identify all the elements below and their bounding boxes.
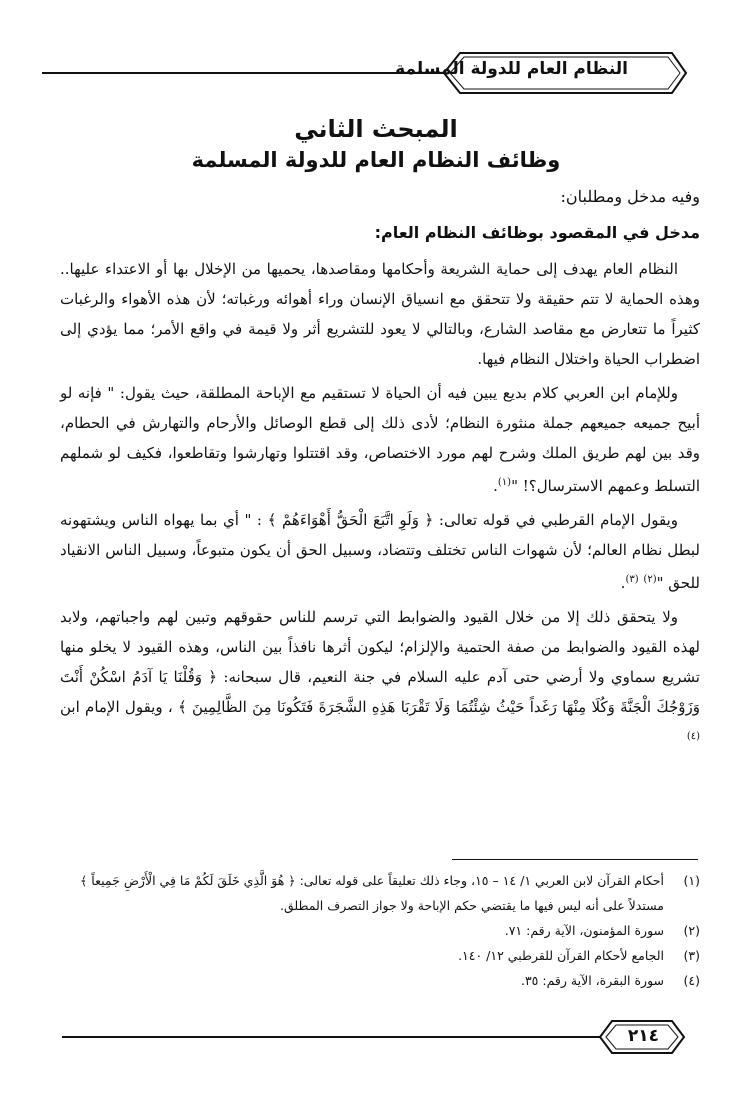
footnote-mark: (١) — [497, 477, 512, 488]
footnote-mark: (٤) — [686, 731, 700, 742]
footnote-number: (٣) — [683, 948, 700, 963]
section-heading: المبحث الثاني — [294, 115, 458, 143]
running-title: النظام العام للدولة المسلمة — [395, 59, 628, 79]
footnote-text: سورة المؤمنون، الآية رقم: ٧١. — [504, 923, 664, 938]
footnote-mark: (٣) — [625, 574, 639, 585]
page-number: ٢١٤ — [627, 1026, 660, 1046]
running-header — [40, 45, 690, 100]
footnote — [45, 943, 700, 968]
footnote-text: أحكام القرآن لابن العربي ١/ ١٤ – ١٥، وجاء ذلك تعليقاً على قوله تعالى: ﴿ هُوَ الَّذِي خَلَقَ لَكُمْ مَا فِي الْأَرْضِ جَمِيعاً ﴾ مستدلاً على أنه ليس فيها ما يقتضي حكم الإباحة ولا جواز التصرف المطلق. — [79, 873, 664, 913]
footnote-mark: (٢) — [643, 574, 657, 585]
paragraph: النظام العام يهدف إلى حماية الشريعة وأحكامها ومقاصدها، يحميها من الإخلال بها أو الاعتداء عليها.. وهذه الحماية لا تتم حقيقة ولا تتحقق مع انسياق الإنسان وراء أهوائه ورغباته؛ لأن هذه الأهواء والرغبات كثيراً ما تتعارض مع مقاصد الشارع، وبالتالي لا يعود للتشريع أثر ولا قيمة في واقع الأمر؛ مما يؤدي إلى اضطراب الحياة واختلال النظام فيها. — [60, 260, 700, 368]
paragraph: وللإمام ابن العربي كلام بديع يبين فيه أن الحياة لا تستقيم مع الإباحة المطلقة، حيث يقول: " فإنه لو أبيح جميعه جميعهم جملة منثورة النظام؛ لأدى ذلك إلى قطع الوصائل والأرحام والتهارش في الحطام، وقد بين لهم طريق الملك وشرح لهم مورد الاختصاص، وقد اقتتلوا وتهارشوا وتقاطعوا، فكيف لو شملهم التسلط وعمهم الاسترسال؟! "$^{(١)}$. — [60, 384, 700, 495]
intro-line: وفيه مدخل ومطلبان: — [560, 187, 700, 206]
paragraph: ويقول الإمام القرطبي في قوله تعالى: ﴿ وَلَوِ اتَّبَعَ الْحَقُّ أَهْوَاءَهُمْ ﴾ : " أي بما يهواه الناس ويشتهونه لبطل نظام العالم؛ لأن شهوات الناس تختلف وتتضاد، وسبيل الحق أن يكون متبوعاً، وسبيل الناس الانقياد للحق "$^{(٢)}$ $^{(٣)}$. — [60, 511, 700, 592]
footnote-text: سورة البقرة، الآية رقم: ٣٥. — [520, 973, 664, 988]
footnotes — [45, 868, 700, 993]
footnote-number: (١) — [683, 873, 700, 888]
footnote-divider — [452, 859, 698, 860]
chapter-title: وظائف النظام العام للدولة المسلمة — [191, 148, 561, 172]
footnote — [45, 968, 700, 993]
paragraph: ولا يتحقق ذلك إلا من خلال القيود والضوابط التي ترسم للناس حقوقهم وتبين لهم واجباتهم، ولابد لهذه القيود والضوابط من صفة الحتمية والإلزام؛ ليكون أثرها نافذاً بين الناس، وهذه القيود لا يخلو منها تشريع سماوي ولا أرضي حتى آدم عليه السلام في جنة النعيم، قال سبحانه: ﴿ وَقُلْنَا يَا آدَمُ اسْكُنْ أَنْتَ وَزَوْجُكَ الْجَنَّةَ وَكُلَا مِنْهَا رَغَداً حَيْثُ شِئْتُمَا وَلَا تَقْرَبَا هَذِهِ الشَّجَرَةَ فَتَكُونَا مِنَ الظَّالِمِينَ ﴾ ، ويقول الإمام ابن $^{(٤)}$ — [60, 608, 700, 742]
page-footer — [60, 1017, 705, 1057]
footnote-number: (٢) — [683, 923, 700, 938]
footnote — [45, 918, 700, 943]
footnote — [45, 868, 700, 918]
subheading: مدخل في المقصود بوظائف النظام العام: — [374, 223, 700, 242]
footnote-number: (٤) — [683, 973, 700, 988]
body-text — [60, 254, 700, 759]
footnote-text: الجامع لأحكام القرآن للقرطبي ١٢/ ١٤٠. — [458, 948, 664, 963]
